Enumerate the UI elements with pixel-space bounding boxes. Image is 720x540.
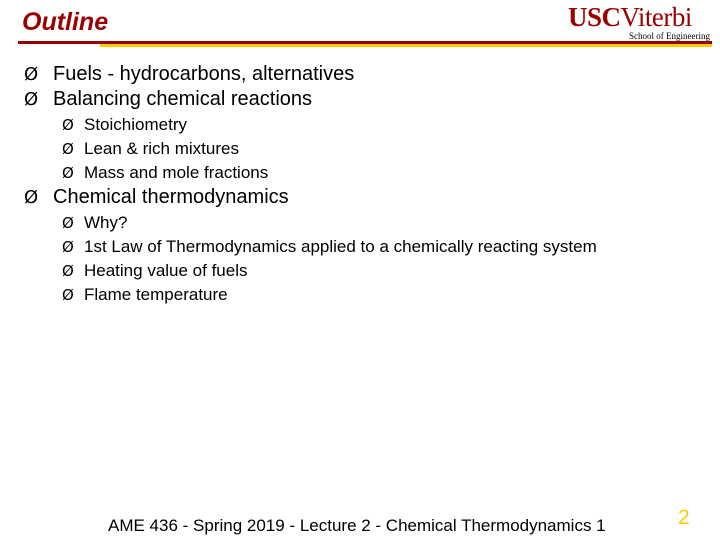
arrow-bullet-icon: Ø: [62, 214, 74, 232]
arrow-bullet-icon: Ø: [24, 64, 39, 85]
page-number: 2: [678, 506, 690, 529]
arrow-bullet-icon: Ø: [62, 140, 74, 158]
logo-wordmark: [568, 2, 692, 33]
arrow-bullet-icon: Ø: [62, 262, 74, 280]
outline-subitem: [62, 115, 187, 135]
arrow-bullet-icon: Ø: [62, 238, 74, 256]
outline-item: [24, 88, 312, 111]
outline-subitem-text: Flame temperature: [84, 285, 228, 304]
arrow-bullet-icon: Ø: [62, 116, 74, 134]
outline-subitem-text: Lean & rich mixtures: [84, 139, 239, 158]
outline-subitem: [62, 213, 127, 233]
logo-subtitle: School of Engineering: [629, 31, 710, 41]
arrow-bullet-icon: Ø: [24, 187, 39, 208]
outline-item: [24, 186, 289, 209]
outline-item-text: Fuels - hydrocarbons, alternatives: [53, 63, 355, 85]
outline-subitem-text: Why?: [84, 213, 128, 232]
outline-item: [24, 63, 354, 86]
outline-subitem: [62, 285, 228, 305]
outline-subitem-text: Heating value of fuels: [84, 261, 248, 280]
outline-item-text: Chemical thermodynamics: [53, 186, 289, 208]
arrow-bullet-icon: Ø: [62, 286, 74, 304]
outline-subitem-text: Mass and mole fractions: [84, 163, 269, 182]
slide-footer: AME 436 - Spring 2019 - Lecture 2 - Chemical Thermodynamics 1: [108, 516, 606, 535]
outline-item-text: Balancing chemical reactions: [53, 88, 313, 110]
outline-subitem-text: Stoichiometry: [84, 115, 187, 134]
outline-subitem: [62, 237, 597, 257]
outline-subitem: [62, 163, 268, 183]
title-rule-gold: [100, 44, 712, 47]
usc-viterbi-logo: [568, 2, 712, 42]
outline-subitem-text: 1st Law of Thermodynamics applied to a chemically reacting system: [84, 237, 597, 256]
arrow-bullet-icon: Ø: [62, 164, 74, 182]
outline-subitem: [62, 139, 239, 159]
logo-usc-text: USC: [568, 2, 621, 32]
logo-viterbi-text: Viterbi: [620, 2, 692, 32]
slide-title: Outline: [22, 8, 109, 36]
arrow-bullet-icon: Ø: [24, 89, 39, 110]
outline-subitem: [62, 261, 248, 281]
